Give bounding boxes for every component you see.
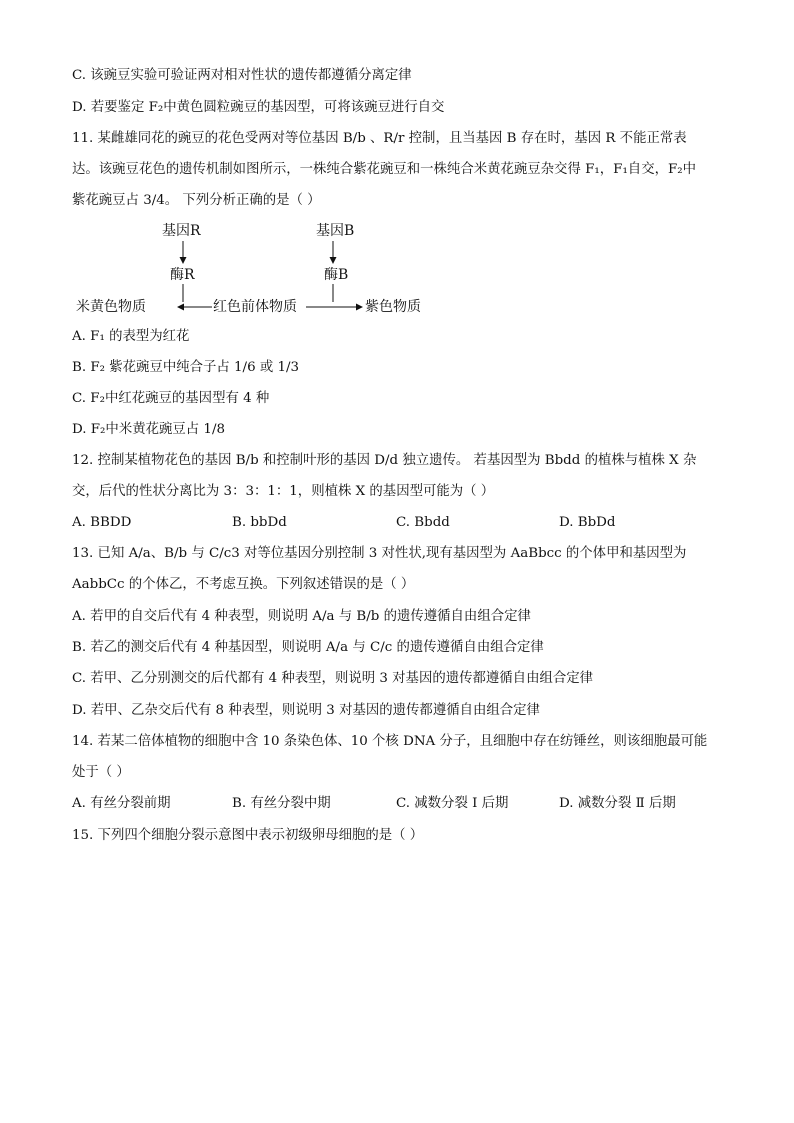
q10-option-c: C. 该豌豆实验可验证两对相对性状的遗传都遵循分离定律 bbox=[72, 68, 412, 83]
q12-option-a: A. BBDD bbox=[72, 515, 132, 530]
q14-option-d: D. 减数分裂 Ⅱ 后期 bbox=[559, 796, 676, 811]
q14-stem-line-1: 14. 若某二倍体植物的细胞中含 10 条染色体、10 个核 DNA 分子，且细胞中存在纺锤丝，则该细胞最可能 bbox=[72, 734, 708, 749]
q11-stem-line-1: 11. 某雌雄同花的豌豆的花色受两对等位基因 B/b 、R/r 控制，且当基因 B 存在时，基因 R 不能正常表 bbox=[72, 131, 687, 146]
gene-b-label: 基因B bbox=[316, 223, 355, 239]
q13-option-c: C. 若甲、乙分别测交的后代都有 4 种表型，则说明 3 对基因的遗传都遵循自由组合定律 bbox=[72, 671, 594, 686]
q14-option-b: B. 有丝分裂中期 bbox=[232, 796, 331, 811]
q11-option-d: D. F₂中米黄花豌豆占 1/8 bbox=[72, 422, 225, 437]
q12-option-d: D. BbDd bbox=[559, 515, 616, 530]
q12-options bbox=[72, 514, 722, 532]
enzyme-r-label: 酶R bbox=[170, 267, 195, 283]
q15-stem: 15. 下列四个细胞分裂示意图中表示初级卵母细胞的是（ ） bbox=[72, 828, 424, 843]
q11-stem-line-3: 紫花豌豆占 3/4。 下列分析正确的是（ ） bbox=[72, 193, 321, 208]
q13-option-a: A. 若甲的自交后代有 4 种表型，则说明 A/a 与 B/b 的遗传遵循自由组合定律 bbox=[72, 609, 531, 624]
q13-stem-line-1: 13. 已知 A/a、B/b 与 C/c3 对等位基因分别控制 3 对性状,现有基因型为 AaBbcc 的个体甲和基因型为 bbox=[72, 546, 687, 561]
red-precursor-label: 红色前体物质 bbox=[213, 299, 297, 315]
q14-option-a: A. 有丝分裂前期 bbox=[72, 796, 171, 811]
yellow-product-label: 米黄色物质 bbox=[76, 299, 146, 315]
q11-stem-line-2: 达。该豌豆花色的遗传机制如图所示，一株纯合紫花豌豆和一株纯合米黄花豌豆杂交得 F₁，F₁自交，F₂中 bbox=[72, 162, 697, 177]
q12-option-c: C. Bbdd bbox=[396, 515, 450, 530]
q11-option-c: C. F₂中红花豌豆的基因型有 4 种 bbox=[72, 391, 270, 406]
q14-option-c: C. 减数分裂 Ⅰ 后期 bbox=[396, 796, 509, 811]
gene-r-label: 基因R bbox=[162, 223, 201, 239]
q11-option-a: A. F₁ 的表型为红花 bbox=[72, 329, 190, 344]
q10-option-d: D. 若要鉴定 F₂中黄色圆粒豌豆的基因型，可将该豌豆进行自交 bbox=[72, 100, 445, 115]
q13-stem-line-2: AabbCc 的个体乙，不考虑互换。下列叙述错误的是（ ） bbox=[72, 577, 415, 592]
purple-product-label: 紫色物质 bbox=[365, 299, 421, 315]
q11-option-b: B. F₂ 紫花豌豆中纯合子占 1/6 或 1/3 bbox=[72, 360, 300, 375]
q12-stem-line-1: 12. 控制某植物花色的基因 B/b 和控制叶形的基因 D/d 独立遗传。 若基因型为 Bbdd 的植株与植株 X 杂 bbox=[72, 453, 697, 468]
flower-color-pathway-diagram bbox=[72, 218, 472, 323]
q14-options bbox=[72, 795, 722, 813]
q13-option-d: D. 若甲、乙杂交后代有 8 种表型，则说明 3 对基因的遗传都遵循自由组合定律 bbox=[72, 703, 540, 718]
q12-option-b: B. bbDd bbox=[232, 515, 287, 530]
q13-option-b: B. 若乙的测交后代有 4 种基因型，则说明 A/a 与 C/c 的遗传遵循自由组合定律 bbox=[72, 640, 544, 655]
enzyme-b-label: 酶B bbox=[324, 267, 349, 283]
q12-stem-line-2: 交，后代的性状分离比为 3：3：1：1，则植株 X 的基因型可能为（ ） bbox=[72, 484, 495, 499]
q14-stem-line-2: 处于（ ） bbox=[72, 765, 130, 780]
